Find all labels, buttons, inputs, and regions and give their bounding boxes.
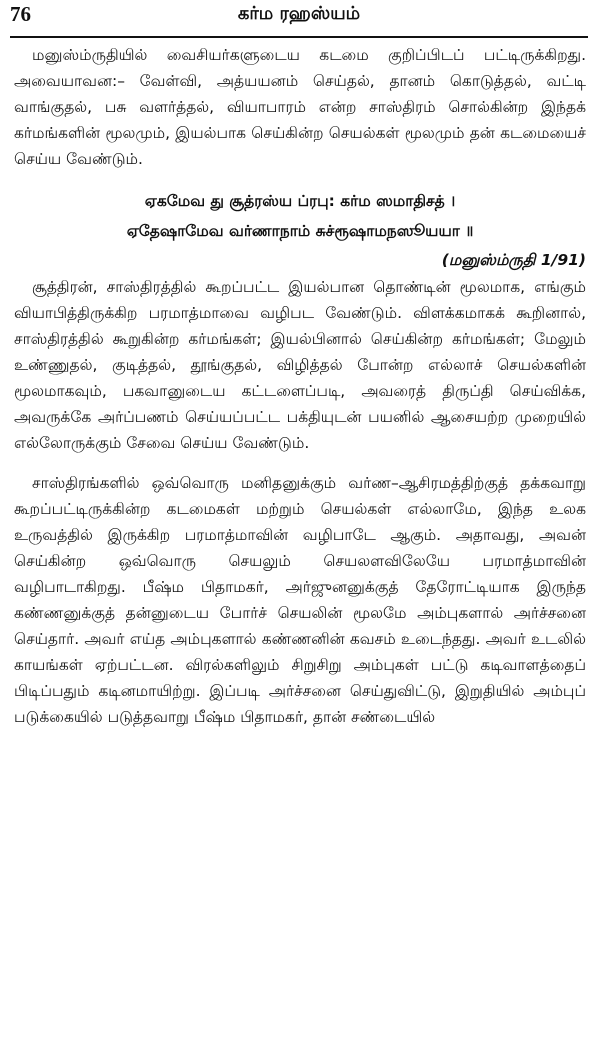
page-body bbox=[14, 42, 586, 730]
sanskrit-verse bbox=[14, 186, 586, 246]
header-rule bbox=[10, 36, 588, 38]
paragraph-bhishma-worship: சாஸ்திரங்களில் ஒவ்வொரு மனிதனுக்கும் வர்ண–ஆசிரமத்திற்குத் தக்கவாறு கூறப்பட்டிருக்கின்ற கடமைகள் மற்றும் செயல்கள் எல்லாமே, இந்த உலக உருவத்தில் இருக்கிற பரமாத்மாவின் வழிபாடே ஆகும். அதாவது, அவன் செய்கின்ற ஒவ்வொரு செயலும் செயலளவிலேயே பரமாத்மாவின் வழிபாடாகிறது. பீஷ்ம பிதாமகர், அர்ஜுனனுக்குத் தேரோட்டியாக இருந்த கண்ணனுக்குத் தன்னுடைய போர்ச் செயலின் மூலமே அம்புகளால் அர்ச்சனை செய்தார். அவர் எய்த அம்புகளால் கண்ணனின் கவசம் உடைந்தது. அவர் உடலில் காயங்கள் ஏற்பட்டன. விரல்களிலும் சிறுசிறு அம்புகள் பட்டு கடிவாளத்தைப் பிடிப்பதும் கடினமாயிற்று. இப்படி அர்ச்சனை செய்துவிட்டு, இறுதியில் அம்புப் படுக்கையில் படுத்தவாறு பீஷ்ம பிதாமகர், தான் சண்டையில் bbox=[14, 474, 586, 726]
verse-citation: (மனுஸ்ம்ருதி 1/91) bbox=[441, 251, 586, 269]
running-title: கர்ம ரஹஸ்யம் bbox=[237, 3, 361, 24]
paragraph-vaishya-duties: மனுஸ்ம்ருதியில் வைசியர்களுடைய கடமை குறிப்பிடப் பட்டிருக்கிறது. அவையாவன:– வேள்வி, அத்யயனம் செய்தல், தானம் கொடுத்தல், வட்டி வாங்குதல், பசு வளர்த்தல், வியாபாரம் என்ற சாஸ்திரம் சொல்கின்ற இந்தக் கர்மங்களின் மூலமும், இயல்பாக செய்கின்ற செயல்கள் மூலமும் தன் கடமையைச் செய்ய வேண்டும். bbox=[14, 46, 586, 168]
verse-line-1: ஏகமேவ து சூத்ரஸ்ய ப்ரபு: கர்ம ஸமாதிசத் । bbox=[144, 192, 456, 210]
page-number: 76 bbox=[10, 2, 31, 26]
verse-line-2: ஏதேஷாமேவ வர்ணாநாம் சுச்ரூஷாமநஸூயயா ॥ bbox=[126, 222, 474, 240]
paragraph-shudra-duties: சூத்திரன், சாஸ்திரத்தில் கூறப்பட்ட இயல்பான தொண்டின் மூலமாக, எங்கும் வியாபித்திருக்கிற பரமாத்மாவை வழிபட வேண்டும். விளக்கமாகக் கூறினால், சாஸ்திரத்தில் கூறுகின்ற கர்மங்கள்; இயல்பினால் செய்கின்ற கர்மங்கள்; மேலும் உண்ணுதல், குடித்தல், தூங்குதல், விழித்தல் போன்ற எல்லாச் செயல்களின் மூலமாகவும், பகவானுடைய கட்டளைப்படி, அவரைத் திருப்தி செய்விக்க, அவருக்கே அர்ப்பணம் செய்யப்பட்ட பக்தியுடன் பயனில் ஆசையற்ற முறையில் எல்லோருக்கும் சேவை செய்ய வேண்டும். bbox=[14, 278, 586, 452]
page-header bbox=[10, 0, 588, 34]
